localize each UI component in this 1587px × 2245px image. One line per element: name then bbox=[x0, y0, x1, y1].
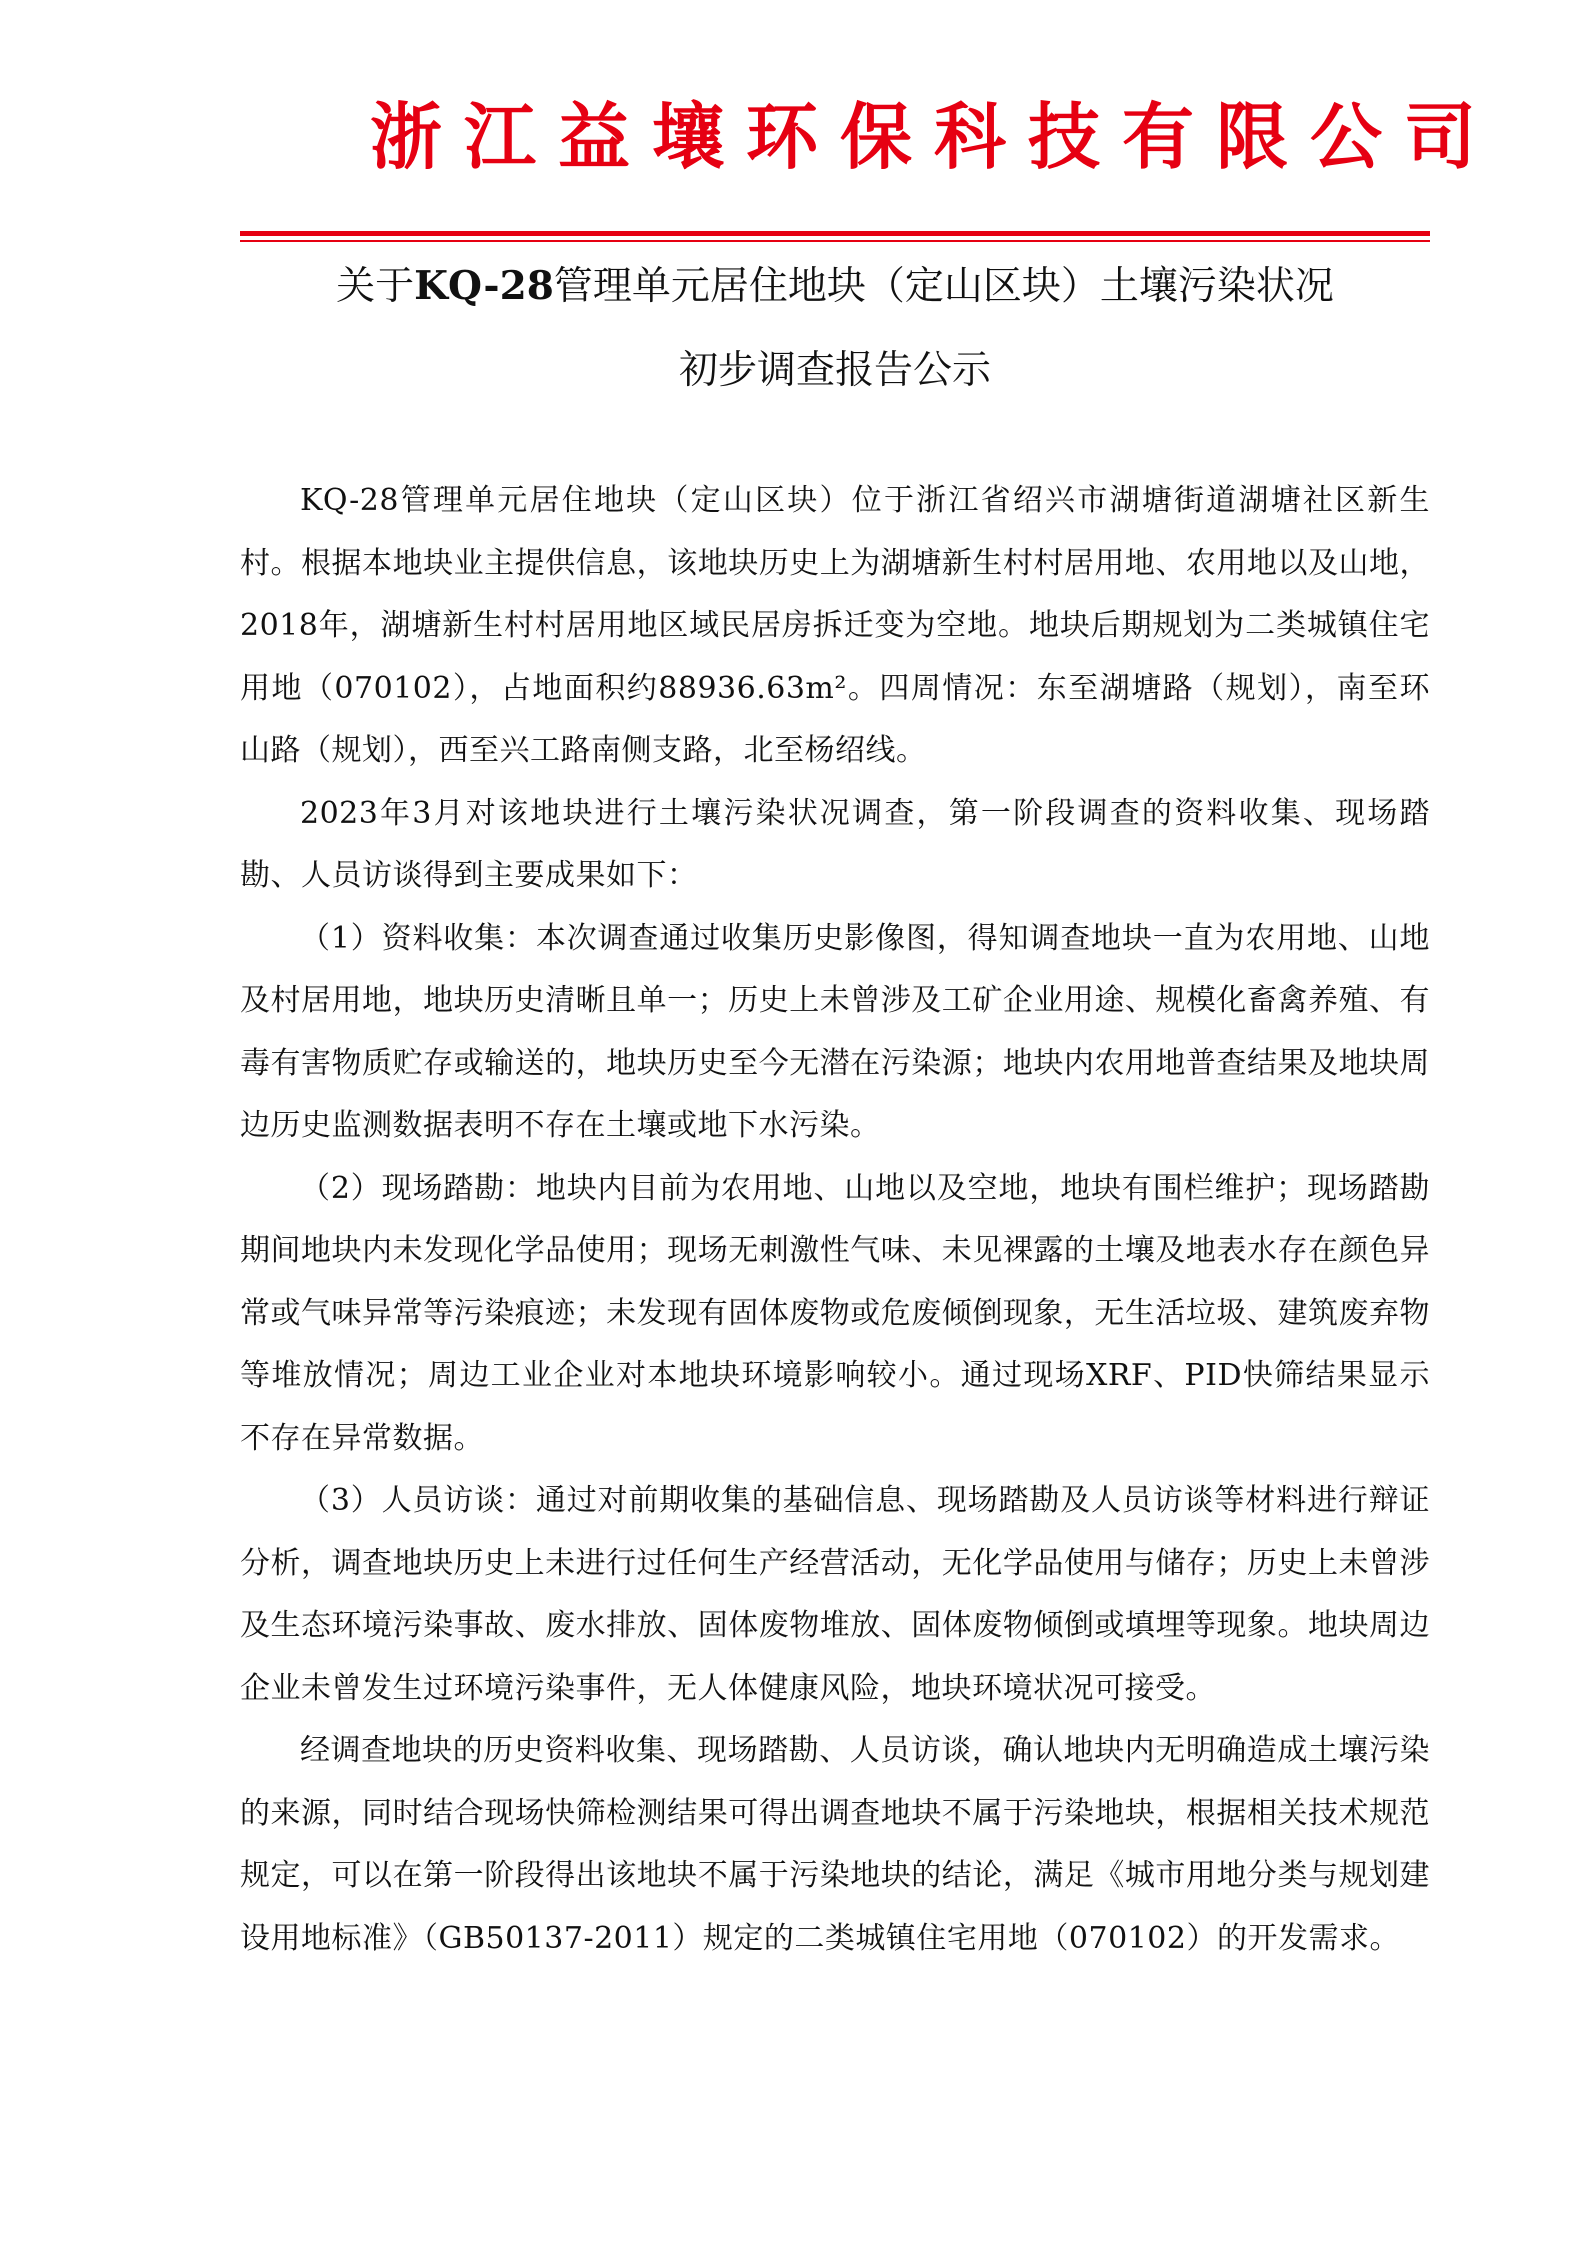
paragraph-site-inspection: （2）现场踏勘：地块内目前为农用地、山地以及空地，地块有围栏维护；现场踏勘期间地块内未发现化学品使用；现场无刺激性气味、未见裸露的土壤及地表水存在颜色异常或气味异常等污染痕迹；未发现有固体废物或危废倾倒现象，无生活垃圾、建筑废弃物等堆放情况；周边工业企业对本地块环境影响较小。通过现场XRF、PID快筛结果显示不存在异常数据。 bbox=[240, 1170, 1430, 1456]
paragraph-data-collection: （1）资料收集：本次调查通过收集历史影像图，得知调查地块一直为农用地、山地及村居用地，地块历史清晰且单一；历史上未曾涉及工矿企业用途、规模化畜禽养殖、有毒有害物质贮存或输送的，地块历史至今无潜在污染源；地块内农用地普查结果及地块周边历史监测数据表明不存在土壤或地下水污染。 bbox=[240, 920, 1430, 1143]
title-suffix: 管理单元居住地块（定山区块）土壤污染状况 bbox=[553, 264, 1334, 309]
paragraph-site-overview: KQ-28管理单元居住地块（定山区块）位于浙江省绍兴市湖塘街道湖塘社区新生村。根据本地块业主提供信息，该地块历史上为湖塘新生村村居用地、农用地以及山地，2018年，湖塘新生村村居用地区域民居房拆迁变为空地。地块后期规划为二类城镇住宅用地（070102），占地面积约88936.63m²。四周情况：东至湖塘路（规划），南至环山路（规划），西至兴工路南侧支路，北至杨绍线。 bbox=[240, 483, 1430, 768]
letterhead-rule-thick bbox=[240, 231, 1430, 236]
paragraph-interviews: （3）人员访谈：通过对前期收集的基础信息、现场踏勘及人员访谈等材料进行辩证分析，调查地块历史上未进行过任何生产经营活动，无化学品使用与储存；历史上未曾涉及生态环境污染事故、废水排放、固体废物堆放、固体废物倾倒或填埋等现象。地块周边企业未曾发生过环境污染事件，无人体健康风险，地块环境状况可接受。 bbox=[240, 1483, 1430, 1706]
body-text bbox=[240, 470, 1430, 1970]
title-line-1 bbox=[240, 244, 1430, 329]
company-letterhead: 浙江益壤环保科技有限公司 bbox=[370, 94, 1499, 179]
paragraph-survey-intro: 2023年3月对该地块进行土壤污染状况调查，第一阶段调查的资料收集、现场踏勘、人员访谈得到主要成果如下： bbox=[240, 795, 1430, 893]
paragraph-conclusion: 经调查地块的历史资料收集、现场踏勘、人员访谈，确认地块内无明确造成土壤污染的来源，同时结合现场快筛检测结果可得出调查地块不属于污染地块，根据相关技术规范规定，可以在第一阶段得出该地块不属于污染地块的结论，满足《城市用地分类与规划建设用地标准》（GB50137-2011）规定的二类城镇住宅用地（070102）的开发需求。 bbox=[240, 1733, 1430, 1956]
document-title bbox=[240, 244, 1430, 413]
title-prefix: 关于 bbox=[336, 264, 415, 309]
title-line-2: 初步调查报告公示 bbox=[678, 348, 991, 393]
title-unit-code: KQ-28 bbox=[414, 263, 554, 309]
letterhead-rule-thin bbox=[240, 240, 1430, 242]
